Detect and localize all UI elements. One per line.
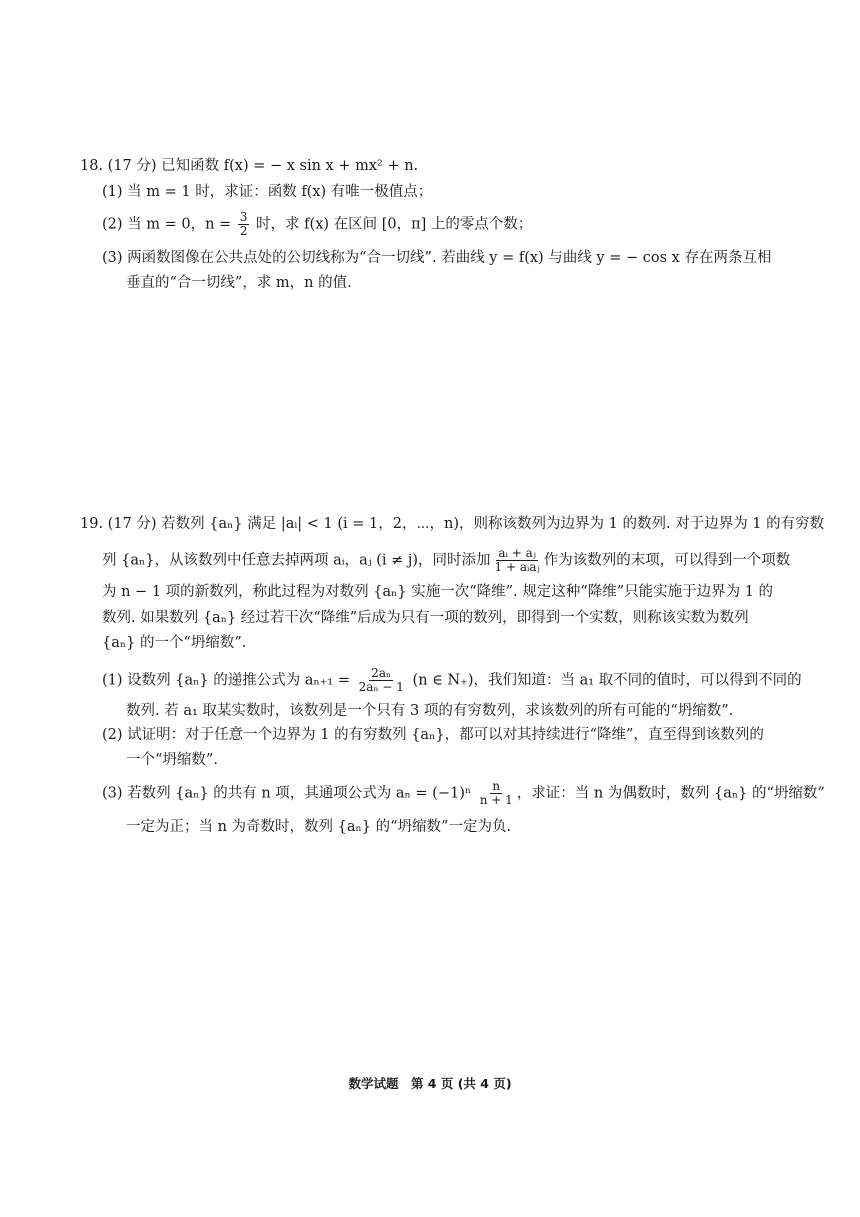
fraction-denominator: 2 — [239, 224, 248, 238]
fraction-denominator: n + 1 — [479, 793, 513, 807]
fraction-denominator: 2aₙ − 1 — [358, 680, 404, 694]
q18-part3-line1: (3) 两函数图像在公共点处的公切线称为“合一切线”. 若曲线 y = f(x) 与曲线 y = − cos x 存在两条互相 — [102, 250, 772, 266]
fraction-numerator: aᵢ + aⱼ — [498, 546, 536, 560]
fraction-numerator: 3 — [239, 210, 248, 224]
q19-part3-line2: 一定为正；当 n 为奇数时，数列 {aₙ} 的“坍缩数”一定为负. — [126, 819, 512, 835]
q19-part3-fraction — [478, 780, 515, 807]
q18-part1: (1) 当 m = 1 时，求证：函数 f(x) 有唯一极值点； — [102, 184, 433, 200]
q19-part1-text-a: (1) 设数列 {aₙ} 的递推公式为 aₙ₊₁ = — [102, 672, 355, 689]
page-footer: 数学试题 第 4 页 (共 4 页) — [348, 1076, 512, 1091]
q19-part3-text-b: ，求证：当 n 为偶数时，数列 {aₙ} 的“坍缩数” — [516, 785, 825, 802]
q19-part1-text-b: (n ∈ N₊)，我们知道：当 a₁ 取不同的值时，可以得到不同的 — [407, 672, 802, 689]
q19-line4: 数列. 如果数列 {aₙ} 经过若干次“降维”后成为只有一项的数列，即得到一个实数，则称该实数为数列 — [102, 610, 749, 626]
q19-line2-text-a: 列 {aₙ}，从该数列中任意去掉两项 aᵢ，aⱼ (i ≠ j)，同时添加 — [102, 552, 491, 569]
q18-part2-text-a: (2) 当 m = 0，n = — [102, 216, 236, 233]
q19-part1-fraction — [357, 667, 406, 694]
q19-line5: {aₙ} 的一个“坍缩数”. — [102, 635, 247, 651]
q18-part2-text-b: 时，求 f(x) 在区间 [0，π] 上的零点个数； — [251, 216, 533, 233]
q19-line2-fraction — [493, 547, 542, 574]
q18-part2 — [102, 211, 532, 238]
q19-part1 — [102, 667, 802, 694]
q18-part3-line2: 垂直的“合一切线”，求 m，n 的值. — [126, 275, 352, 291]
q19-part2-line2: 一个“坍缩数”. — [126, 752, 218, 768]
fraction-numerator: n — [492, 779, 501, 793]
q19-part3-text-a: (3) 若数列 {aₙ} 的共有 n 项，其通项公式为 aₙ = (−1)ⁿ — [102, 785, 476, 802]
q18-heading: 18. (17 分) 已知函数 f(x) = − x sin x + mx² + n. — [80, 158, 419, 174]
q19-line2-text-b: 作为该数列的末项，可以得到一个项数 — [543, 552, 791, 569]
q18-part2-fraction — [238, 211, 250, 238]
q19-part1-line2: 数列. 若 a₁ 取某实数时，该数列是一个只有 3 项的有穷数列，求该数列的所有可能的“坍缩数”. — [126, 703, 734, 719]
q19-line2 — [102, 547, 790, 574]
q19-line3: 为 n − 1 项的新数列，称此过程为对数列 {aₙ} 实施一次“降维”. 规定这种“降维”只能实施于边界为 1 的 — [102, 584, 774, 600]
q19-part2-line1: (2) 试证明：对于任意一个边界为 1 的有穷数列 {aₙ}，都可以对其持续进行“降维”，直至得到该数列的 — [102, 727, 764, 743]
fraction-numerator: 2aₙ — [371, 666, 392, 680]
q19-part3 — [102, 780, 825, 807]
q19-heading: 19. (17 分) 若数列 {aₙ} 满足 |aᵢ| < 1 (i = 1，2，⋯，n)，则称该数列为边界为 1 的数列. 对于边界为 1 的有穷数 — [80, 516, 825, 532]
fraction-denominator: 1 + aᵢaⱼ — [494, 560, 540, 574]
